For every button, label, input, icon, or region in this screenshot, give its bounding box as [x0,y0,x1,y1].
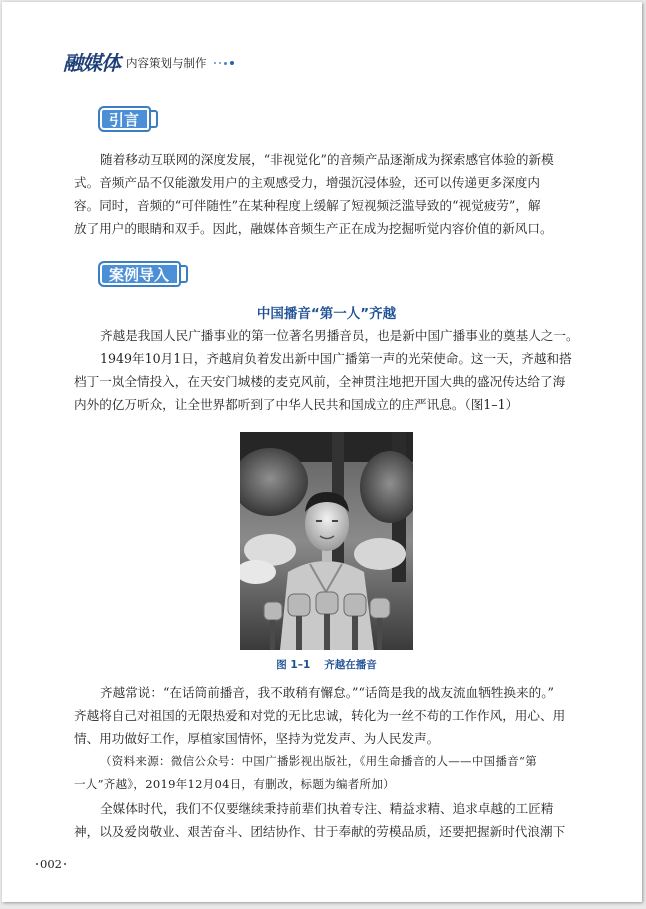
page-footer [34,857,68,871]
figure-photo [240,432,413,650]
text-line: 情、用功做好工作，厚植家国情怀，坚持为党发声、为人民发声。 [74,731,440,746]
text-line: 内外的亿万听众，让全世界都听到了中华人民共和国成立的庄严讯息。（图1–1） [74,397,519,412]
source-note [74,750,579,796]
broadcaster-photo-illustration [240,432,413,650]
text-line: 随着移动互联网的深度发展，“非视觉化”的音频产品逐渐成为探索感官体验的新模 [100,152,554,167]
header-dots-decoration [214,61,234,65]
tag-tail-decoration [150,110,158,128]
page-number: 002 [40,857,62,871]
text-line: 容。同时，音频的“可伴随性”在某种程度上缓解了短视频泛滥导致的“视觉疲劳”，解 [74,198,541,213]
case-title: 中国播音“第一人”齐越 [256,306,397,322]
text-line: 式。音频产品不仅能激发用户的主观感受力，增强沉浸体验，还可以传递更多深度内 [74,175,540,190]
figure-number: 图 1–1 [276,659,311,671]
text-line: 齐越常说：“在话筒前播音，我不敢稍有懈怠。”“话筒是我的战友流血牺牲换来的。” [100,685,554,700]
case-paragraph-3 [74,681,579,750]
text-line: 神，以及爱岗敬业、艰苦奋斗、团结协作、甘于奉献的劳模品质，还要把握新时代浪潮下 [74,824,566,839]
series-logo: 融媒体 [63,50,120,75]
running-header [63,46,234,76]
book-page [2,2,642,902]
figure-caption [74,657,579,672]
figure-label: 齐越在播音 [324,659,377,671]
intro-tag-label: 引言 [98,106,151,132]
text-line: 全媒体时代，我们不仅要继续秉持前辈们执着专注、精益求精、追求卓越的工匠精 [100,801,554,816]
tag-tail-decoration [180,265,188,283]
text-line: 档丁一岚全情投入，在天安门城楼的麦克风前，全神贯注地把开国大典的盛况传达给了海 [74,374,566,389]
case-paragraph-2 [74,347,579,416]
text-line: 一人”齐越》，2019年12月04日，有删改，标题为编者所加） [74,777,395,791]
case-paragraph-1 [74,324,579,347]
text-line: 放了用户的眼睛和双手。因此，融媒体音频生产正在成为挖掘听觉内容价值的新风口。 [74,221,553,236]
intro-paragraph [74,148,579,240]
book-title: 内容策划与制作 [126,56,207,70]
intro-section-tag [98,107,158,131]
text-line: 1949年10月1日，齐越肩负着发出新中国广播第一声的光荣使命。这一天，齐越和搭 [100,351,572,366]
case-paragraph-4 [74,797,579,843]
text-line: 齐越将自己对祖国的无限热爱和对党的无比忠诚，转化为一丝不苟的工作作风，用心、用 [74,708,566,723]
case-tag-label: 案例导入 [98,261,181,287]
text-line: 齐越是我国人民广播事业的第一位著名男播音员，也是新中国广播事业的奠基人之一。 [100,328,579,343]
case-section-tag [98,262,188,286]
text-line: （资料来源：微信公众号：中国广播影视出版社，《用生命播音的人——中国播音“第 [100,754,538,768]
